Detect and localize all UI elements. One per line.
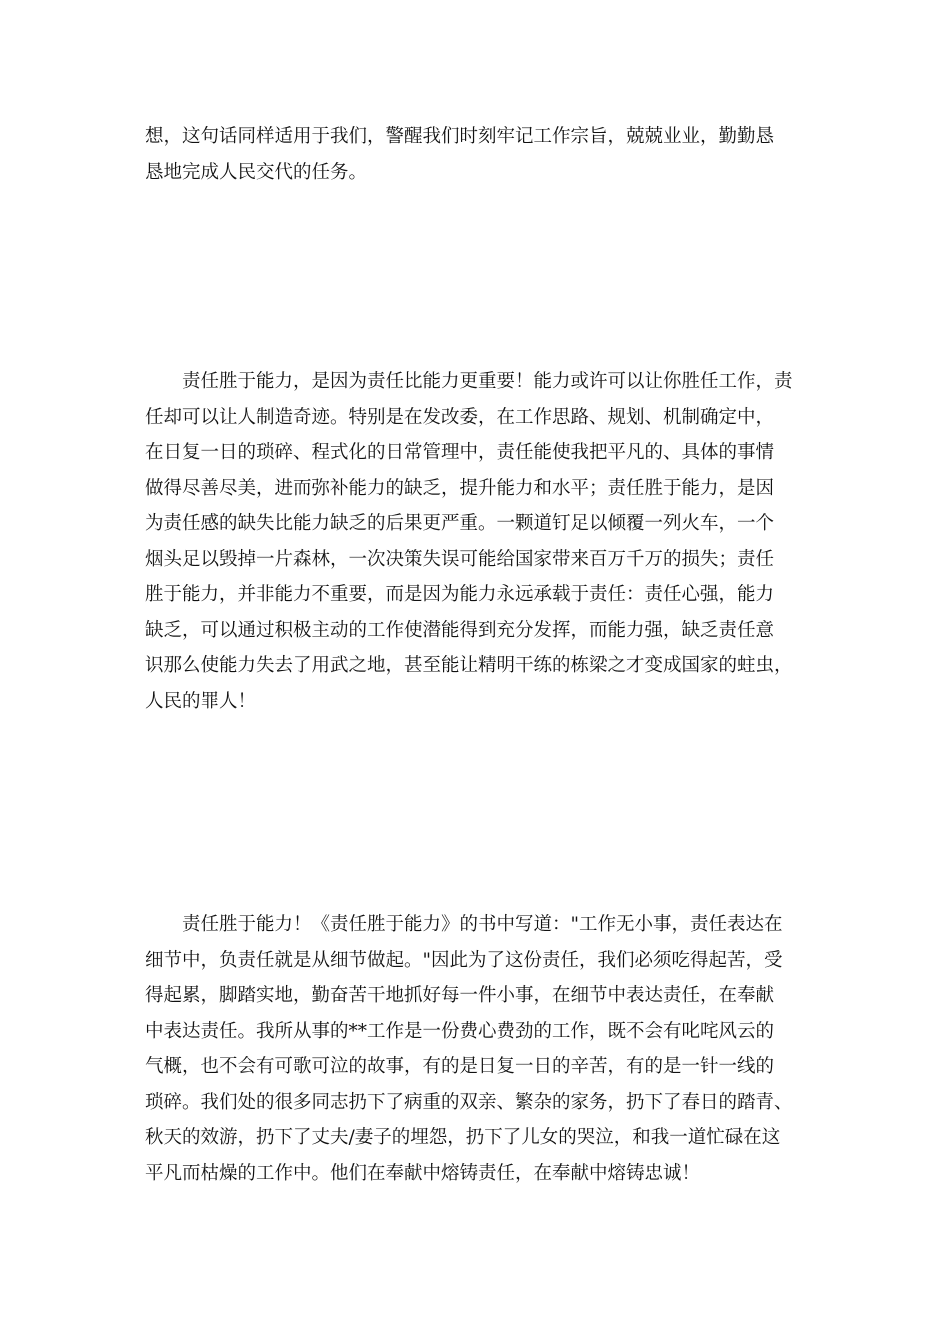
text-line: 识那么使能力失去了用武之地，甚至能让精明干练的栋梁之才变成国家的蛀虫， bbox=[145, 655, 793, 676]
paragraph-1 bbox=[145, 119, 805, 190]
text-line: 胜于能力，并非能力不重要，而是因为能力永远承载于责任：责任心强，能力 bbox=[145, 584, 775, 605]
text-line: 琐碎。我们处的很多同志扔下了病重的双亲、繁杂的家务，扔下了春日的踏青、 bbox=[145, 1091, 793, 1113]
text-line: 在日复一日的琐碎、程式化的日常管理中，责任能使我把平凡的、具体的事情 bbox=[145, 442, 775, 463]
paragraph-3 bbox=[145, 907, 805, 1191]
text-line: 平凡而枯燥的工作中。他们在奉献中熔铸责任，在奉献中熔铸忠诚！ bbox=[145, 1162, 701, 1184]
paragraph-2 bbox=[145, 364, 805, 719]
text-line: 责任胜于能力！《责任胜于能力》的书中写道："工作无小事，责任表达在 bbox=[145, 914, 783, 935]
text-line: 得起累，脚踏实地，勤奋苦干地抓好每一件小事，在细节中表达责任，在奉献 bbox=[145, 985, 775, 1006]
text-line: 气概，也不会有可歌可泣的故事，有的是日复一日的辛苦，有的是一针一线的 bbox=[145, 1056, 775, 1077]
text-line: 中表达责任。我所从事的**工作是一份费心费劲的工作，既不会有叱咤风云的 bbox=[145, 1020, 775, 1042]
text-line: 责任胜于能力，是因为责任比能力更重要！能力或许可以让你胜任工作，责 bbox=[145, 371, 793, 392]
text-line: 秋天的效游，扔下了丈夫/妻子的埋怨，扔下了儿女的哭泣，和我一道忙碌在这 bbox=[145, 1127, 781, 1148]
text-line: 人民的罪人！ bbox=[145, 690, 257, 712]
text-line: 恳地完成人民交代的任务。 bbox=[145, 161, 368, 183]
text-line: 想，这句话同样适用于我们，警醒我们时刻牢记工作宗旨，兢兢业业，勤勤恳 bbox=[145, 126, 775, 147]
text-line: 缺乏，可以通过积极主动的工作使潜能得到充分发挥，而能力强，缺乏责任意 bbox=[145, 619, 775, 641]
text-line: 任却可以让人制造奇迹。特别是在发改委，在工作思路、规划、机制确定中， bbox=[145, 406, 775, 428]
text-line: 为责任感的缺失比能力缺乏的后果更严重。一颗道钉足以倾覆一列火车，一个 bbox=[145, 513, 775, 534]
text-line: 烟头足以毁掉一片森林，一次决策失误可能给国家带来百万千万的损失；责任 bbox=[145, 548, 775, 570]
text-line: 做得尽善尽美，进而弥补能力的缺乏，提升能力和水平；责任胜于能力，是因 bbox=[145, 477, 775, 499]
text-line: 细节中，负责任就是从细节做起。"因此为了这份责任，我们必须吃得起苦，受 bbox=[145, 949, 783, 971]
